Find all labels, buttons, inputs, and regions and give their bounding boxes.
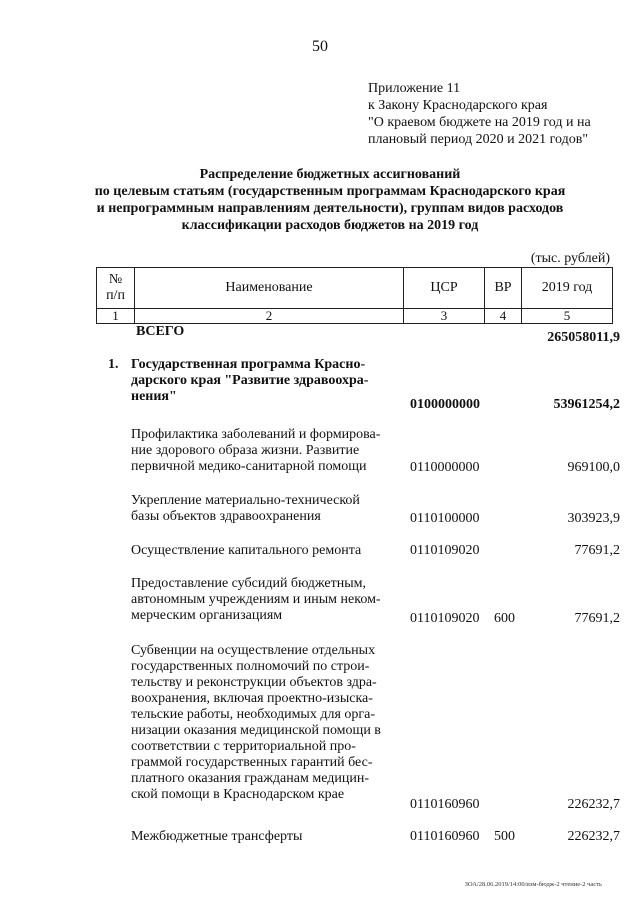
row-name-line: Межбюджетные трансферты [131, 829, 303, 844]
row-vr: 600 [494, 611, 515, 626]
row-amount: 53961254,2 [553, 397, 620, 412]
row-amount: 226232,7 [567, 797, 620, 812]
row-code: 0110100000 [410, 511, 480, 526]
header-num-abbr: п/п [106, 288, 125, 303]
row-name-line: тельские работы, необходимых для орга- [131, 707, 376, 722]
row-name-line: первичной медико-санитарной помощи [131, 459, 367, 474]
row-name-line: государственных полномочий по строи- [131, 659, 370, 674]
row-name-line: граммой государственных гарантий бес- [131, 755, 373, 770]
table-header [96, 267, 613, 324]
header-num-symbol: № [108, 272, 123, 287]
row-number: 1. [108, 357, 119, 372]
row-name-line: ние здорового образа жизни. Развитие [131, 443, 360, 458]
row-name-line: Субвенции на осуществление отдельных [131, 643, 376, 658]
appendix-note [368, 80, 628, 148]
row-name-line: мерческим организациям [131, 608, 283, 623]
row-code: 0100000000 [410, 397, 480, 412]
row-amount: 77691,2 [574, 543, 620, 558]
appendix-line: к Закону Краснодарского края [368, 98, 548, 113]
row-name-line: соответствии с территориальной про- [131, 739, 356, 754]
title-line: и непрограммным направлениям деятельности), группам видов расходов [96, 201, 564, 216]
row-name [131, 493, 401, 525]
row-name-line: базы объектов здравоохранения [131, 509, 321, 524]
row-name-line: нения" [131, 389, 177, 404]
document-title [40, 166, 620, 234]
appendix-line: "О краевом бюджете на 2019 год и на [368, 115, 591, 130]
total-amount: 265058011,9 [547, 330, 620, 345]
row-name-line: автономным учреждениям и иным неком- [131, 592, 381, 607]
footer-note: ЗОА/28.06.2019/14:00/изм-бюдж-2 чтение-2 часть [464, 881, 602, 888]
total-label: ВСЕГО [136, 324, 185, 339]
row-name [131, 829, 401, 845]
row-name [131, 576, 401, 624]
row-amount: 303923,9 [567, 511, 620, 526]
header-year: 2019 год [522, 268, 613, 309]
row-name [131, 357, 401, 405]
header-vr: ВР [485, 268, 522, 309]
title-line: классификации расходов бюджетов на 2019 год [181, 218, 479, 233]
row-name-line: дарского края "Развитие здравоохра- [131, 373, 369, 388]
row-name-line: ской помощи в Краснодарском крае [131, 787, 345, 802]
row-name [131, 543, 401, 559]
row-name-line: Укрепление материально-технической [131, 493, 360, 508]
col-number: 2 [135, 309, 404, 324]
units-note: (тыс. рублей) [530, 251, 610, 266]
header-num [97, 268, 135, 309]
col-number: 4 [485, 309, 522, 324]
row-code: 0110109020 [410, 611, 480, 626]
row-name-line: Осуществление капитального ремонта [131, 543, 362, 558]
row-name [131, 643, 401, 803]
row-amount: 969100,0 [567, 460, 620, 475]
col-number: 3 [404, 309, 485, 324]
row-vr: 500 [494, 829, 515, 844]
row-name [131, 427, 401, 475]
row-name-line: тельству и реконструкции объектов здра- [131, 675, 377, 690]
row-code: 0110109020 [410, 543, 480, 558]
row-name-line: Профилактика заболеваний и формирова- [131, 427, 381, 442]
col-number: 1 [97, 309, 135, 324]
page-number: 50 [312, 38, 328, 55]
title-line: Распределение бюджетных ассигнований [199, 167, 461, 182]
header-name: Наименование [135, 268, 404, 309]
col-number: 5 [522, 309, 613, 324]
row-amount: 77691,2 [574, 611, 620, 626]
row-amount: 226232,7 [567, 829, 620, 844]
row-name-line: Предоставление субсидий бюджетным, [131, 576, 367, 591]
header-csr: ЦСР [404, 268, 485, 309]
appendix-line: Приложение 11 [368, 81, 461, 96]
row-name-line: платного оказания гражданам медицин- [131, 771, 369, 786]
row-name-line: воохранения, включая проектно-изыска- [131, 691, 373, 706]
row-code: 0110000000 [410, 460, 480, 475]
row-code: 0110160960 [410, 797, 480, 812]
appendix-line: плановый период 2020 и 2021 годов" [368, 132, 589, 147]
row-code: 0110160960 [410, 829, 480, 844]
row-name-line: Государственная программа Красно- [131, 357, 366, 372]
row-name-line: низации оказания медицинской помощи в [131, 723, 381, 738]
title-line: по целевым статьям (государственным программам Краснодарского края [94, 184, 566, 199]
